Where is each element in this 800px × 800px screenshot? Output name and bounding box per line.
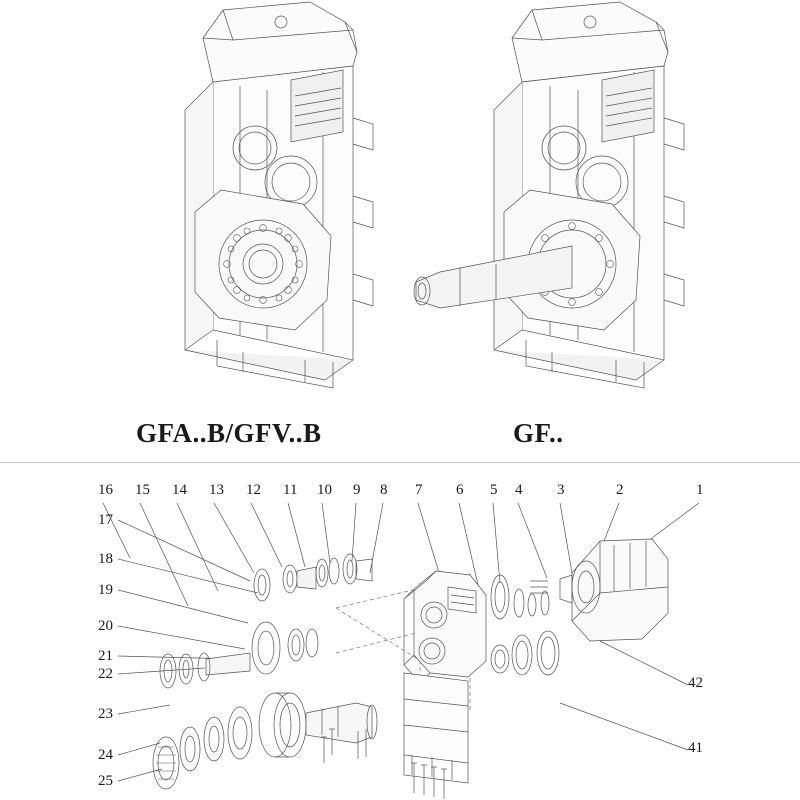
callout-10: 10 [317,482,332,498]
callout-23: 23 [98,706,113,722]
callout-4: 4 [515,482,523,498]
callout-2: 2 [616,482,624,498]
callout-21: 21 [98,648,113,664]
callout-6: 6 [456,482,464,498]
callout-3: 3 [557,482,565,498]
callout-12: 12 [246,482,261,498]
callout-18: 18 [98,551,113,567]
callout-42: 42 [688,675,703,691]
callout-11: 11 [283,482,298,498]
callout-25: 25 [98,773,113,789]
callout-13: 13 [209,482,224,498]
caption-right: GF.. [513,418,564,448]
callout-41: 41 [688,740,703,756]
callout-20: 20 [98,618,113,634]
gearbox-illustration-right [400,0,720,400]
callout-14: 14 [172,482,187,498]
callout-9: 9 [353,482,361,498]
gearbox-illustration-left [95,0,405,400]
callout-5: 5 [490,482,498,498]
callout-7: 7 [415,482,423,498]
callout-1: 1 [696,482,704,498]
callout-15: 15 [135,482,150,498]
callout-19: 19 [98,582,113,598]
callout-24: 24 [98,747,113,763]
callout-16: 16 [98,482,113,498]
exploded-assembly-diagram [0,463,800,800]
caption-left: GFA..B/GFV..B [136,418,322,448]
callout-22: 22 [98,666,113,682]
callout-8: 8 [380,482,388,498]
callout-17: 17 [98,512,113,528]
